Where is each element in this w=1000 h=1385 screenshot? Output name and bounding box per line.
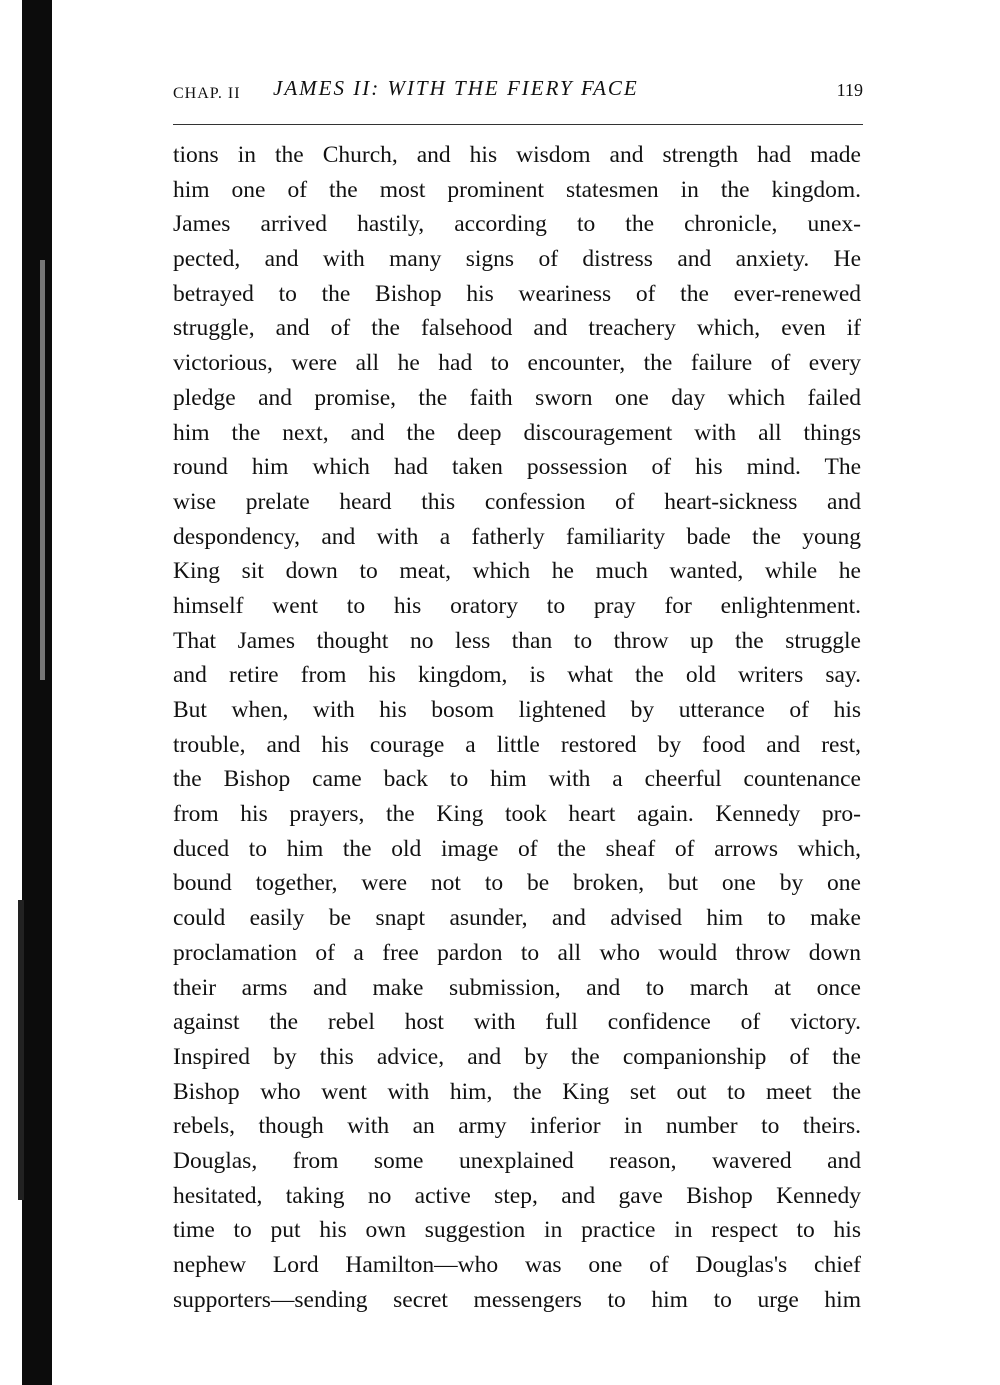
- text-line: himself went to his oratory to pray for enlightenment.: [173, 592, 861, 619]
- text-line: struggle, and of the falsehood and treachery which, even if: [173, 315, 861, 342]
- text-line: him one of the most prominent statesmen in the kingdom.: [173, 176, 861, 203]
- text-line: from his prayers, the King took heart again. Kennedy pro-: [173, 801, 861, 828]
- running-title: JAMES II: WITH THE FIERY FACE: [273, 76, 639, 100]
- text-line: and retire from his kingdom, is what the old writers say.: [173, 662, 861, 689]
- text-line: against the rebel host with full confidence of victory.: [173, 1009, 861, 1036]
- text-line: despondency, and with a fatherly familiarity bade the young: [173, 523, 861, 550]
- page-number: 119: [836, 80, 863, 100]
- text-line: rebels, though with an army inferior in number to theirs.: [173, 1113, 861, 1140]
- text-line: James arrived hastily, according to the chronicle, unex-: [173, 211, 861, 238]
- text-line: victorious, were all he had to encounter, the failure of every: [173, 350, 861, 377]
- text-line: trouble, and his courage a little restored by food and rest,: [173, 731, 861, 758]
- text-line: pledge and promise, the faith sworn one day which failed: [173, 384, 861, 411]
- text-line: him the next, and the deep discouragement with all things: [173, 419, 861, 446]
- text-line: Inspired by this advice, and by the companionship of the: [173, 1043, 861, 1070]
- text-line: round him which had taken possession of his mind. The: [173, 454, 861, 481]
- text-line: supporters—sending secret messengers to him to urge him: [173, 1286, 861, 1313]
- text-line: But when, with his bosom lightened by utterance of his: [173, 697, 861, 723]
- text-line: bound together, were not to be broken, but one by one: [173, 870, 861, 897]
- chapter-label: CHAP. II: [173, 85, 241, 102]
- body-text: [173, 138, 861, 1317]
- text-line: betrayed to the Bishop his weariness of the ever-renewed: [173, 280, 861, 307]
- text-line: their arms and make submission, and to march at once: [173, 974, 861, 1001]
- text-line: tions in the Church, and his wisdom and strength had made: [173, 142, 861, 168]
- text-line: hesitated, taking no active step, and gave Bishop Kennedy: [173, 1182, 861, 1209]
- text-line: the Bishop came back to him with a cheerful countenance: [173, 766, 861, 793]
- text-line: wise prelate heard this confession of heart-sickness and: [173, 488, 861, 515]
- text-line: King sit down to meat, which he much wanted, while he: [173, 558, 861, 585]
- text-line: proclamation of a free pardon to all who would throw down: [173, 939, 861, 966]
- text-line: duced to him the old image of the sheaf of arrows which,: [173, 835, 861, 862]
- text-line: nephew Lord Hamilton—who was one of Douglas's chief: [173, 1252, 861, 1278]
- book-binding-shadow: [22, 0, 52, 1385]
- header-rule: [173, 124, 863, 125]
- text-line: pected, and with many signs of distress and anxiety. He: [173, 246, 861, 273]
- text-line: That James thought no less than to throw up the struggle: [173, 627, 861, 654]
- text-line: could easily be snapt asunder, and advised him to make: [173, 905, 861, 932]
- running-header: [173, 76, 863, 112]
- text-line: Douglas, from some unexplained reason, wavered and: [173, 1147, 861, 1174]
- text-line: Bishop who went with him, the King set out to meet the: [173, 1078, 861, 1105]
- text-line: time to put his own suggestion in practice in respect to his: [173, 1217, 861, 1244]
